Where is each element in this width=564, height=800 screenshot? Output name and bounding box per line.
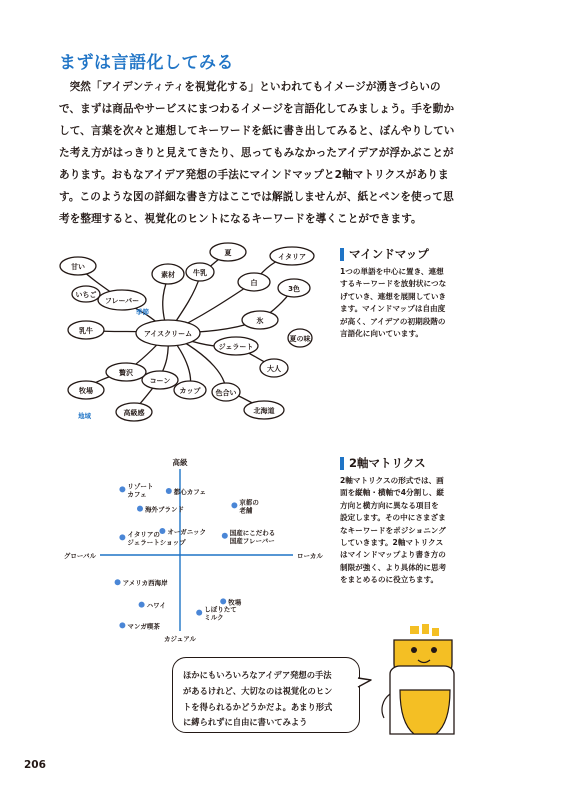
matrix-point-label: 牧場 [228,598,242,607]
mindmap-desc-line: ます。マインドマップは自由度 [340,304,446,314]
section-heading: まずは言語化してみる [59,53,234,73]
matrix-point-label: 京都の老舗 [239,498,259,515]
mindmap-node: 牛乳 [193,269,207,277]
matrix-desc-line: なキーワードをポジショニング [340,525,446,535]
mindmap-node: 高級感 [123,409,145,417]
bubble-line: トを得られるかどうかだよ。あまり形式 [183,701,333,712]
mindmap-color-label: 地域 [78,412,91,420]
body-line: す。このような図の詳細な書き方はここでは解説しませんが、紙とペンを使って思 [59,191,454,203]
matrix-desc-line: 2軸マトリクスの形式では、画 [340,476,444,485]
matrix-desc-line: 面を縦軸・横軸で4分割し、縦 [340,488,445,498]
matrix-point [220,598,226,604]
mindmap-desc-line: するキーワードを放射状につな [340,279,447,289]
body-line: あります。おもなアイデア発想の手法にマインドマップと2軸マトリクスがありま [59,169,449,181]
axis-left-label: グローバル [63,552,96,560]
matrix-point [115,579,121,585]
mindmap-node: イタリア [278,253,306,261]
mindmap-node: 白 [250,279,258,287]
axis-top-label: 高級 [172,458,188,467]
mindmap-description [340,266,462,340]
matrix-point [137,506,143,512]
mindmap-diagram [50,238,325,430]
body-line: して、言葉を次々と連想してキーワードを紙に書き出してみると、ぼんやりしてい [59,125,455,137]
bubble-line: があるけれど、大切なのは視覚化のヒン [183,685,333,696]
matrix-point [166,488,172,494]
mindmap-desc-line: が高く、アイデアの初期段階の [340,316,446,326]
mindmap-node: 大人 [267,365,281,373]
matrix-point [222,533,228,539]
matrix-point [119,534,125,540]
matrix-diagram [48,455,328,645]
mindmap-node: 色合い [215,389,237,397]
matrix-point-label: ハワイ [146,601,166,610]
mindmap-node: 素材 [161,271,175,279]
mindmap-node: 夏 [224,249,232,257]
bubble-line: ほかにもいろいろなアイデア発想の手法 [183,670,332,680]
mindmap-title: マインドマップ [340,248,429,261]
mindmap-desc-line: 1つの単語を中心に置き、連想 [340,267,444,276]
bubble-line: に縛られずに自由に書いてみよう [183,717,308,728]
page-number: 206 [24,759,46,771]
speech-bubble [172,657,360,733]
mindmap-node: コーン [149,377,171,385]
mindmap-color-label: 季節 [136,308,149,316]
mindmap-node: 甘い [71,263,85,271]
mindmap-node: フレーバー [104,297,140,305]
matrix-point [231,502,237,508]
matrix-point [139,602,145,608]
matrix-point [119,486,125,492]
mindmap-node: カップ [179,387,201,395]
body-line: 突然「アイデンティティを視覚化する」といわれてもイメージが湧きづらいの [69,81,441,93]
mindmap-node: ジェラート [218,343,254,351]
matrix-description [340,475,462,587]
body-text [59,76,479,230]
mindmap-node: いちご [75,291,97,299]
matrix-desc-line: していきます。2軸マトリクス [340,538,444,548]
matrix-point [119,622,125,628]
matrix-point-label: マンガ喫茶 [127,622,160,631]
mindmap-center: アイスクリーム [143,330,193,338]
matrix-point-label: アメリカ西海岸 [122,579,168,588]
mindmap-node: 氷 [256,317,264,325]
body-line: で、まずは商品やサービスにまつわるイメージを言語化してみましょう。手を動か [59,103,455,115]
matrix-point-label: 海外ブランド [145,505,184,514]
character-illustration [372,620,464,742]
bubble-tail [358,676,372,690]
matrix-point-label: 都心カフェ [173,488,206,496]
matrix-desc-line: 設定します。その中にさまざま [340,513,446,523]
matrix-title: 2軸マトリクス [340,457,426,470]
matrix-point-label: リゾートカフェ [127,482,154,499]
body-line: た考え方がはっきりと見えてきたり、思ってもみなかったアイデアが浮かぶことが [59,147,454,159]
axis-right-label: ローカル [297,552,323,560]
mindmap-desc-line: 言語化に向いています。 [340,329,423,339]
matrix-point [159,528,165,534]
mindmap-node: 乳牛 [79,327,93,335]
mindmap-node: 贅沢 [119,369,133,377]
body-line: 考を整理すると、視覚化のヒントになるキーワードを導くことができます。 [59,213,422,225]
matrix-desc-line: をまとめるのに役立ちます。 [340,575,439,585]
axis-bottom-label: カジュアル [163,635,197,643]
mindmap-desc-line: げていき、連想を展開していき [340,291,447,301]
matrix-point-label: イタリアのジェラートショップ [127,530,186,547]
matrix-point [196,610,202,616]
mindmap-node: 牧場 [79,387,93,395]
mindmap-node: 3色 [288,285,300,293]
matrix-point-label: 国産にこだわる国産フレーバー [229,528,276,545]
matrix-point-label: オーガニック [167,528,207,536]
mindmap-node: 夏の味 [289,335,311,343]
matrix-point-label: しぼりたてミルク [204,605,237,622]
matrix-desc-line: 方向と横方向に異なる項目を [340,500,439,510]
mindmap-node: 北海道 [253,407,275,415]
matrix-desc-line: はマインドマップより書き方の [340,550,446,560]
matrix-desc-line: 制限が強く、より具体的に思考 [340,562,447,572]
